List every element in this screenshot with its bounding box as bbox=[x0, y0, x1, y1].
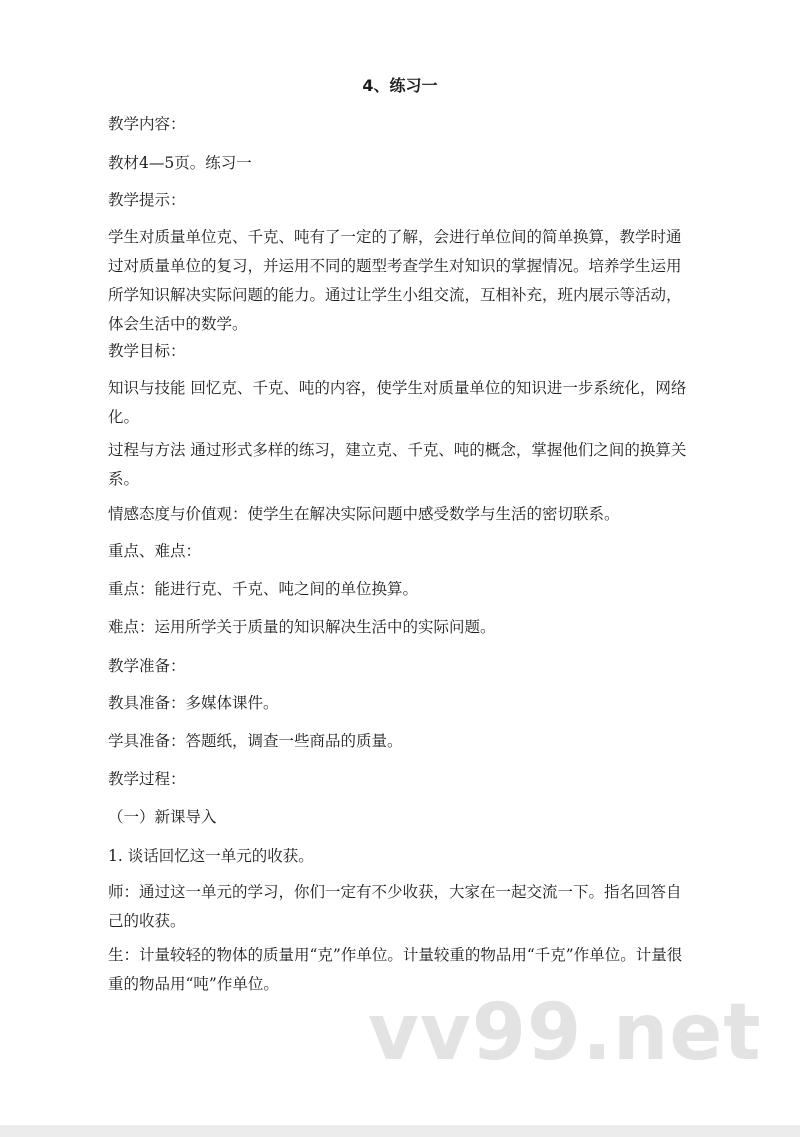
paragraph-teacher-materials: 教具准备：多媒体课件。 bbox=[108, 694, 279, 712]
paragraph-key-points-heading: 重点、难点： bbox=[108, 542, 202, 560]
paragraph-step-one: 1. 谈话回忆这一单元的收获。 bbox=[108, 847, 314, 865]
paragraph-student-dialog: 生：计量较轻的物体的质量用“克”作单位。计量较重的物品用“千克”作单位。计量很重的物品用“吨”作单位。 bbox=[108, 946, 683, 993]
paragraph-teaching-content-heading: 教学内容： bbox=[108, 115, 186, 133]
paragraph-teacher-dialog: 师：通过这一单元的学习，你们一定有不少收获，大家在一起交流一下。指名回答自己的收获。 bbox=[108, 883, 682, 930]
paragraph-teaching-tips-body: 学生对质量单位克、千克、吨有了一定的了解，会进行单位间的简单换算，教学时通过对质量单位的复习，并运用不同的题型考查学生对知识的掌握情况。培养学生运用所学知识解决实际问题的能力。通过让学生小组交流，互相补充，班内展示等活动，体会生活中的数学。 bbox=[108, 228, 682, 333]
watermark-text: vv99.net bbox=[368, 988, 762, 1078]
paragraph-textbook-pages: 教材4—5页。练习一 bbox=[108, 154, 252, 172]
paragraph-student-materials: 学具准备：答题纸，调查一些商品的质量。 bbox=[108, 732, 403, 750]
paragraph-knowledge-skills: 知识与技能 回忆克、千克、吨的内容，使学生对质量单位的知识进一步系统化，网络化。 bbox=[108, 379, 687, 426]
paragraph-teaching-goals-heading: 教学目标： bbox=[108, 342, 186, 360]
paragraph-emotional-values: 情感态度与价值观：使学生在解决实际问题中感受数学与生活的密切联系。 bbox=[108, 505, 620, 523]
paragraph-key-point: 重点：能进行克、千克、吨之间的单位换算。 bbox=[108, 580, 419, 598]
page-title: 4、练习一 bbox=[362, 76, 438, 95]
paragraph-difficult-point: 难点：运用所学关于质量的知识解决生活中的实际问题。 bbox=[108, 618, 496, 636]
paragraph-process-heading: 教学过程： bbox=[108, 770, 186, 788]
paragraph-preparation-heading: 教学准备： bbox=[108, 657, 186, 675]
paragraph-process-methods: 过程与方法 通过形式多样的练习，建立克、千克、吨的概念，掌握他们之间的换算关系。 bbox=[108, 441, 687, 488]
viewer-background bbox=[0, 1125, 800, 1137]
paragraph-section-intro: （一）新课导入 bbox=[108, 808, 217, 826]
paragraph-teaching-tips-heading: 教学提示： bbox=[108, 191, 186, 209]
